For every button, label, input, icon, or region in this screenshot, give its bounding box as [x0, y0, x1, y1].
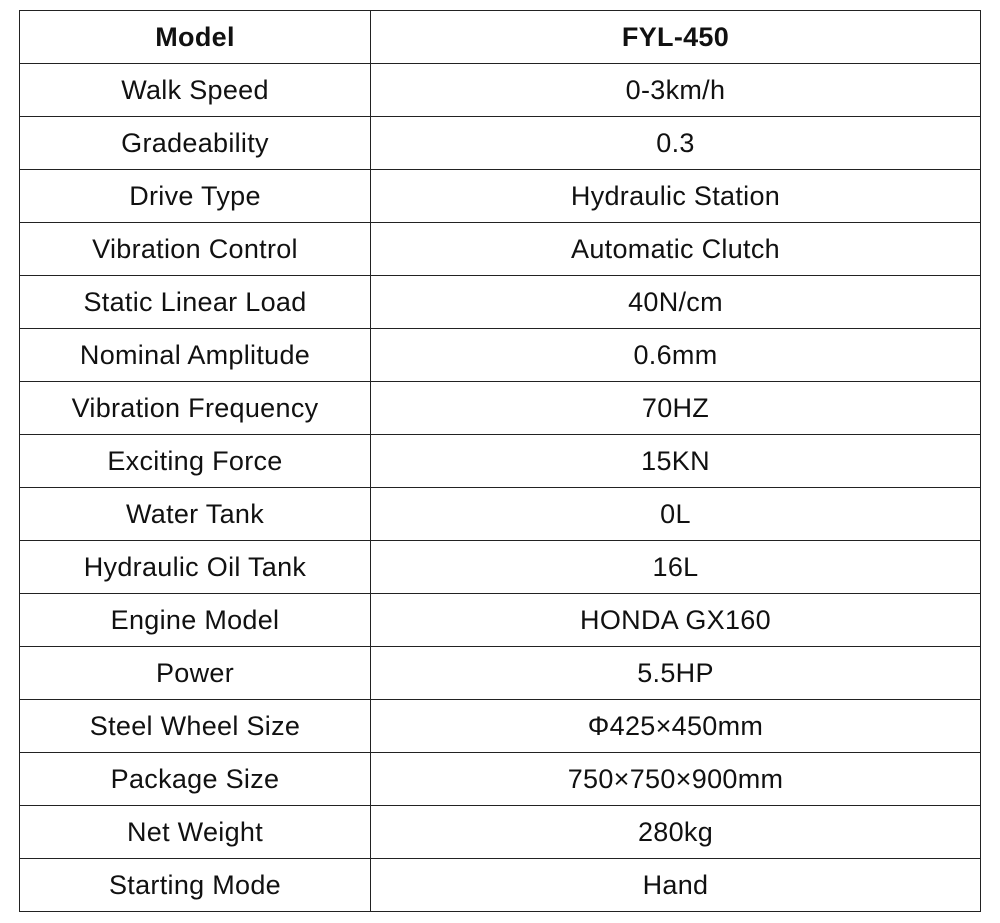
table-row	[20, 276, 981, 329]
spec-label-cell: Starting Mode	[20, 859, 371, 912]
spec-value-cell: 750×750×900mm	[371, 753, 981, 806]
spec-label-cell: Nominal Amplitude	[20, 329, 371, 382]
spec-value-cell: 5.5HP	[371, 647, 981, 700]
spec-table	[19, 10, 981, 912]
spec-value-cell: 0.3	[371, 117, 981, 170]
spec-value-cell: 0L	[371, 488, 981, 541]
spec-value-cell: Hand	[371, 859, 981, 912]
table-row	[20, 647, 981, 700]
header-value-cell: FYL-450	[371, 11, 981, 64]
table-row	[20, 488, 981, 541]
spec-value-cell: Φ425×450mm	[371, 700, 981, 753]
spec-value-cell: 280kg	[371, 806, 981, 859]
spec-label-cell: Walk Speed	[20, 64, 371, 117]
header-label-cell: Model	[20, 11, 371, 64]
table-row	[20, 329, 981, 382]
table-row	[20, 382, 981, 435]
spec-label-cell: Drive Type	[20, 170, 371, 223]
table-row	[20, 594, 981, 647]
spec-value-cell: 15KN	[371, 435, 981, 488]
spec-label-cell: Engine Model	[20, 594, 371, 647]
table-row	[20, 753, 981, 806]
spec-value-cell: 0.6mm	[371, 329, 981, 382]
spec-label-cell: Static Linear Load	[20, 276, 371, 329]
spec-value-cell: HONDA GX160	[371, 594, 981, 647]
table-row	[20, 117, 981, 170]
spec-label-cell: Steel Wheel Size	[20, 700, 371, 753]
spec-label-cell: Vibration Control	[20, 223, 371, 276]
table-row	[20, 170, 981, 223]
spec-value-cell: 70HZ	[371, 382, 981, 435]
spec-label-cell: Power	[20, 647, 371, 700]
spec-label-cell: Exciting Force	[20, 435, 371, 488]
table-row	[20, 859, 981, 912]
spec-value-cell: 16L	[371, 541, 981, 594]
spec-label-cell: Water Tank	[20, 488, 371, 541]
table-row	[20, 223, 981, 276]
table-row	[20, 64, 981, 117]
table-row	[20, 806, 981, 859]
spec-label-cell: Gradeability	[20, 117, 371, 170]
table-row	[20, 700, 981, 753]
table-header-row	[20, 11, 981, 64]
spec-label-cell: Net Weight	[20, 806, 371, 859]
spec-label-cell: Hydraulic Oil Tank	[20, 541, 371, 594]
spec-label-cell: Vibration Frequency	[20, 382, 371, 435]
spec-label-cell: Package Size	[20, 753, 371, 806]
spec-value-cell: Hydraulic Station	[371, 170, 981, 223]
table-row	[20, 435, 981, 488]
table-row	[20, 541, 981, 594]
spec-value-cell: 0-3km/h	[371, 64, 981, 117]
spec-value-cell: 40N/cm	[371, 276, 981, 329]
spec-value-cell: Automatic Clutch	[371, 223, 981, 276]
